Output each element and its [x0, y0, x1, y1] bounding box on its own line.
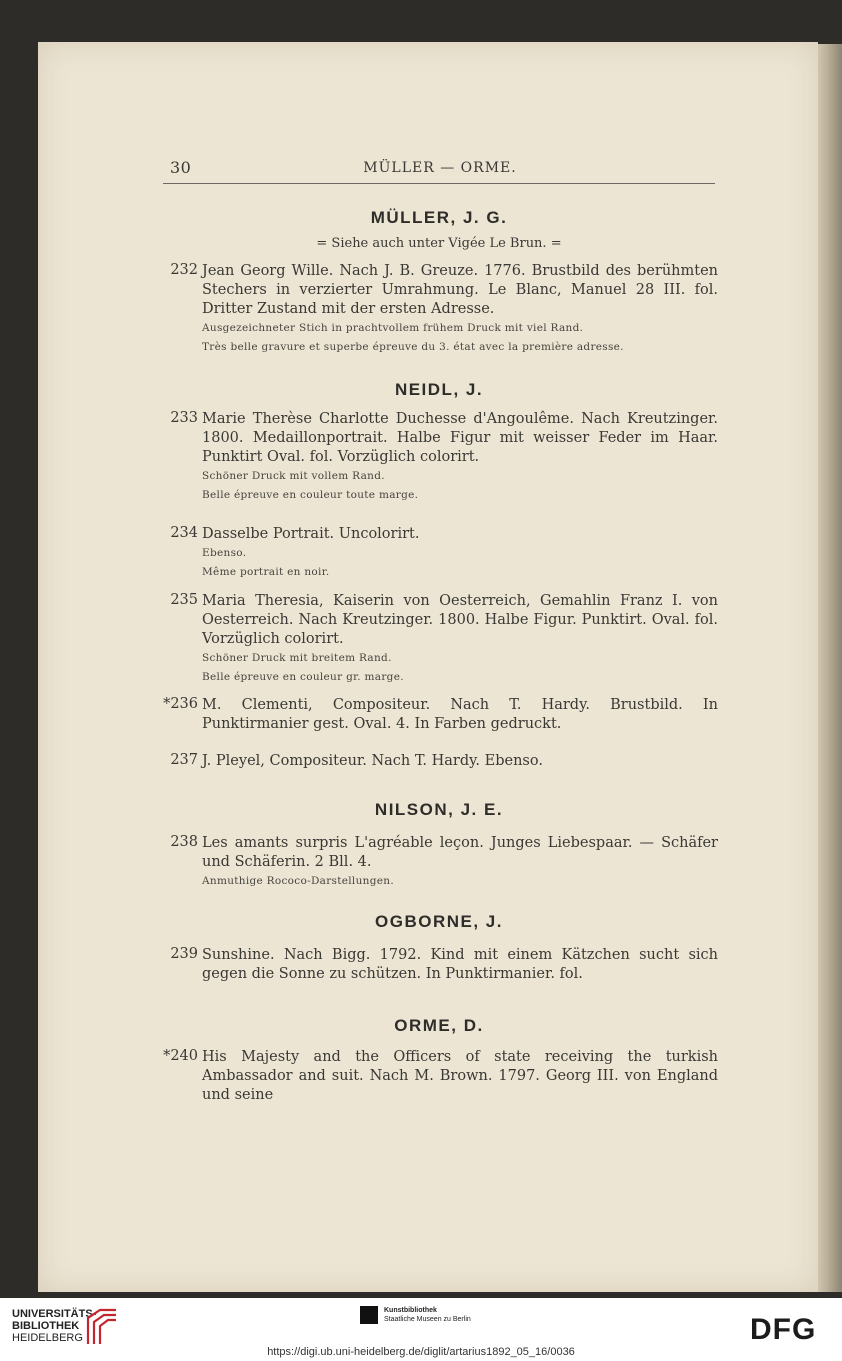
kunstbibliothek-text: [384, 1306, 471, 1324]
entry-description: M. Clementi, Compositeur. Nach T. Hardy. Brustbild. In Punktirmanier gest. Oval. 4. In Farben gedruckt.: [202, 697, 718, 732]
library-line: HEIDELBERG: [12, 1332, 83, 1344]
kb-sub: Staatliche Museen zu Berlin: [384, 1316, 471, 1323]
artist-heading: NILSON, J. E.: [374, 800, 504, 819]
artist-heading: ORME, D.: [394, 1016, 484, 1035]
entry-number: *236: [163, 696, 198, 712]
entry-description: Jean Georg Wille. Nach J. B. Greuze. 1776. Brustbild des berühmten Stechers in verzierter Umrahmung. Le Blanc, Manuel 28 III. fol. Dritter Zustand mit der ersten Adresse.: [202, 263, 718, 317]
entry-number: 232: [170, 262, 198, 278]
library-line: BIBLIOTHEK: [12, 1320, 80, 1332]
entry-description: Les amants surpris L'agréable leçon. Junges Liebespaar. — Schäfer und Schäferin. 2 Bll. 4.: [202, 835, 718, 870]
entry-description: Sunshine. Nach Bigg. 1792. Kind mit einem Kätzchen sucht sich gegen die Sonne zu schützen. In Punktirmanier. fol.: [202, 947, 718, 982]
catalog-entry: [158, 410, 718, 505]
catalog-entry: [158, 525, 718, 582]
entry-number: 235: [170, 592, 198, 608]
entry-note-de: Schöner Druck mit breitem Rand.: [202, 652, 392, 664]
header-rule: [163, 183, 715, 184]
entry-number: 239: [170, 946, 198, 962]
dfg-logo[interactable]: DFG: [750, 1313, 817, 1346]
entry-note-fr: Belle épreuve en couleur gr. marge.: [202, 671, 404, 683]
entry-note-de: Schöner Druck mit vollem Rand.: [202, 470, 385, 482]
entry-note-fr: Très belle gravure et superbe épreuve du 3. état avec la première adresse.: [202, 341, 624, 353]
entry-note-de: Anmuthige Rococo-Darstellungen.: [202, 875, 394, 887]
entry-number: 237: [170, 752, 198, 768]
catalog-entry: [158, 834, 718, 891]
catalog-entry: [158, 1048, 718, 1105]
artist-heading: OGBORNE, J.: [375, 912, 503, 931]
entry-number: *240: [163, 1048, 198, 1064]
library-line: UNIVERSITÄTS-: [12, 1308, 97, 1320]
entry-description: Dasselbe Portrait. Uncolorirt.: [202, 526, 420, 542]
entry-note-fr: Même portrait en noir.: [202, 566, 330, 578]
running-header: MÜLLER — ORME.: [363, 160, 517, 176]
artist-heading: MÜLLER, J. G.: [370, 208, 508, 227]
catalog-entry: [158, 262, 718, 357]
ub-logo-icon[interactable]: [84, 1306, 120, 1346]
entry-description: Maria Theresia, Kaiserin von Oesterreich, Gemahlin Franz I. von Oesterreich. Nach Kreutzinger. 1800. Halbe Figur. Punktirt. Oval. fol. Vorzüglich colorirt.: [202, 593, 718, 647]
entry-description: His Majesty and the Officers of state receiving the turkish Ambassador and suit. Nach M. Brown. 1797. Georg III. von England und seine: [202, 1049, 718, 1103]
artist-heading: NEIDL, J.: [394, 380, 484, 399]
entry-description: Marie Therèse Charlotte Duchesse d'Angoulême. Nach Kreutzinger. 1800. Medaillonportrait. Halbe Figur mit weisser Feder im Haar. Punktirt Oval. fol. Vorzüglich colorirt.: [202, 411, 718, 465]
catalog-entry: [158, 752, 718, 771]
page-number: 30: [170, 158, 192, 177]
viewer-footer: [0, 1298, 842, 1361]
kb-name: Kunstbibliothek: [384, 1307, 437, 1314]
entry-number: 233: [170, 410, 198, 426]
catalog-entry: [158, 592, 718, 687]
entry-description: J. Pleyel, Compositeur. Nach T. Hardy. Ebenso.: [202, 753, 543, 769]
cross-reference-note: = Siehe auch unter Vigée Le Brun. =: [316, 236, 562, 251]
entry-note-de: Ebenso.: [202, 547, 247, 559]
entry-note-de: Ausgezeichneter Stich in prachtvollem frühem Druck mit viel Rand.: [202, 322, 584, 334]
entry-number: 238: [170, 834, 198, 850]
entry-number: 234: [170, 525, 198, 541]
permalink-url[interactable]: https://digi.ub.uni-heidelberg.de/diglit/artarius1892_05_16/0036: [267, 1346, 575, 1358]
entry-note-fr: Belle épreuve en couleur toute marge.: [202, 489, 419, 501]
catalog-entry: [158, 696, 718, 734]
kunstbibliothek-logo-icon[interactable]: [360, 1306, 378, 1324]
catalog-entry: [158, 946, 718, 984]
